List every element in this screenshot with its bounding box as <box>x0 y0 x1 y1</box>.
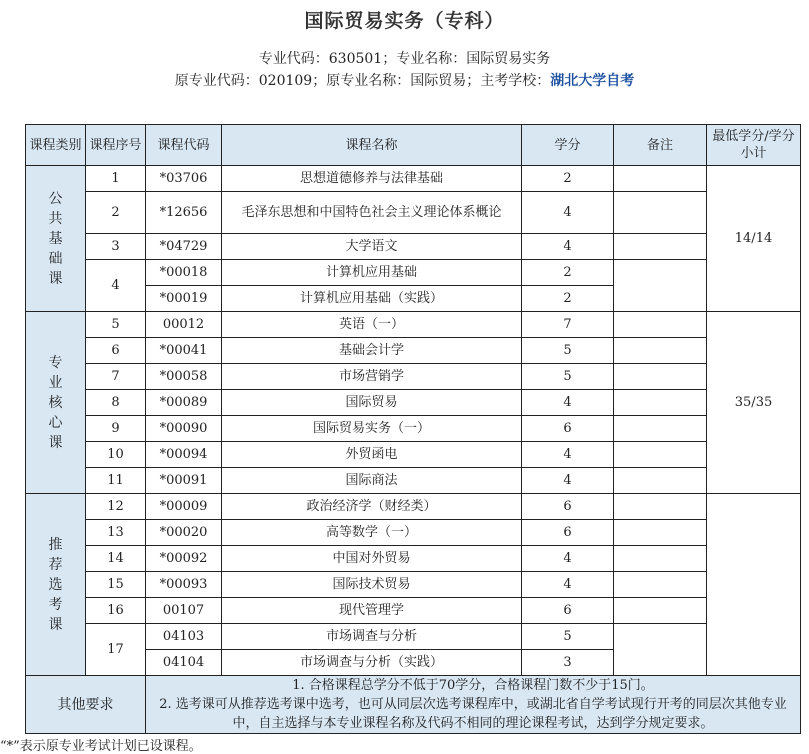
course-name: 国际商法 <box>222 468 522 494</box>
course-note <box>614 260 707 312</box>
course-table <box>25 124 801 734</box>
course-code: *00093 <box>146 572 222 598</box>
course-credit: 4 <box>522 442 614 468</box>
course-name: 计算机应用基础（实践） <box>222 286 522 312</box>
table-row <box>26 338 801 364</box>
table-row <box>26 468 801 494</box>
course-name: 计算机应用基础 <box>222 260 522 286</box>
course-note <box>614 494 707 520</box>
course-credit: 4 <box>522 468 614 494</box>
course-seq: 15 <box>86 572 146 598</box>
course-seq: 10 <box>86 442 146 468</box>
requirement-line-1: 1. 合格课程总学分不低于70学分，合格课程门数不少于15门。 <box>292 678 654 693</box>
category-core: 专业核心课 <box>26 312 86 494</box>
table-row <box>26 494 801 520</box>
table-row <box>26 166 801 192</box>
course-note <box>614 364 707 390</box>
table-row <box>26 546 801 572</box>
course-credit: 4 <box>522 546 614 572</box>
course-seq: 14 <box>86 546 146 572</box>
course-seq: 12 <box>86 494 146 520</box>
header-name: 课程名称 <box>222 125 522 166</box>
table-row <box>26 598 801 624</box>
course-credit: 4 <box>522 192 614 234</box>
course-note <box>614 546 707 572</box>
course-credit: 2 <box>522 166 614 192</box>
course-credit: 4 <box>522 572 614 598</box>
course-credit: 6 <box>522 598 614 624</box>
course-credit: 2 <box>522 286 614 312</box>
course-code: 00107 <box>146 598 222 624</box>
course-seq: 8 <box>86 390 146 416</box>
course-note <box>614 598 707 624</box>
course-code: *00018 <box>146 260 222 286</box>
course-note <box>614 468 707 494</box>
course-seq: 3 <box>86 234 146 260</box>
course-code: *03706 <box>146 166 222 192</box>
table-row <box>26 624 801 650</box>
course-seq: 1 <box>86 166 146 192</box>
course-note <box>614 192 707 234</box>
course-note <box>614 166 707 192</box>
course-name: 政治经济学（财经类） <box>222 494 522 520</box>
course-name: 外贸函电 <box>222 442 522 468</box>
subtotal-elective <box>707 494 801 676</box>
table-row <box>26 234 801 260</box>
course-name: 大学语文 <box>222 234 522 260</box>
course-code: 00012 <box>146 312 222 338</box>
course-seq: 4 <box>86 260 146 312</box>
other-requirements-label: 其他要求 <box>26 676 146 734</box>
course-code: *12656 <box>146 192 222 234</box>
table-row <box>26 416 801 442</box>
subtotal-core: 35/35 <box>707 312 801 494</box>
course-code: *00058 <box>146 364 222 390</box>
course-name: 国际技术贸易 <box>222 572 522 598</box>
course-code: *00009 <box>146 494 222 520</box>
course-credit: 4 <box>522 234 614 260</box>
header-category: 课程类别 <box>26 125 86 166</box>
course-credit: 5 <box>522 338 614 364</box>
course-name: 现代管理学 <box>222 598 522 624</box>
school-link[interactable]: 湖北大学自考 <box>550 73 635 89</box>
course-code: *00019 <box>146 286 222 312</box>
original-major-info-text: 原专业代码：020109；原专业名称：国际贸易；主考学校： <box>174 73 551 89</box>
page-title: 国际贸易实务（专科） <box>304 10 505 32</box>
subtotal-public: 14/14 <box>707 166 801 312</box>
course-name: 思想道德修养与法律基础 <box>222 166 522 192</box>
header-note: 备注 <box>614 125 707 166</box>
course-code: *00041 <box>146 338 222 364</box>
course-name: 高等数学（一） <box>222 520 522 546</box>
table-row <box>26 390 801 416</box>
course-code: *00092 <box>146 546 222 572</box>
course-seq: 9 <box>86 416 146 442</box>
course-name: 国际贸易实务（一） <box>222 416 522 442</box>
course-note <box>614 442 707 468</box>
course-note <box>614 416 707 442</box>
course-seq: 7 <box>86 364 146 390</box>
course-credit: 5 <box>522 364 614 390</box>
header-credit: 学分 <box>522 125 614 166</box>
requirement-line-2: 2. 选考课可从推荐选考课中选考，也可从同层次选考课程库中，或湖北省自学考试现行开考的同层次其他专业中，自主选择与本专业课程名称及代码不相同的理论课程考试，达到学分规定要求。 <box>159 697 787 731</box>
course-seq: 2 <box>86 192 146 234</box>
course-seq: 5 <box>86 312 146 338</box>
course-code: *00020 <box>146 520 222 546</box>
course-credit: 6 <box>522 416 614 442</box>
table-row <box>26 192 801 234</box>
course-code: *04729 <box>146 234 222 260</box>
category-elective: 推荐选考课 <box>26 494 86 676</box>
course-note <box>614 234 707 260</box>
course-name: 基础会计学 <box>222 338 522 364</box>
table-header-row <box>26 125 801 166</box>
table-row <box>26 442 801 468</box>
table-row <box>26 312 801 338</box>
course-note <box>614 312 707 338</box>
other-requirements-row <box>26 676 801 734</box>
other-requirements-text <box>146 676 801 734</box>
course-code: *00094 <box>146 442 222 468</box>
course-note <box>614 624 707 676</box>
course-name: 英语（一） <box>222 312 522 338</box>
course-note <box>614 338 707 364</box>
course-code: 04103 <box>146 624 222 650</box>
course-seq: 17 <box>86 624 146 676</box>
course-note <box>614 390 707 416</box>
course-credit: 4 <box>522 390 614 416</box>
course-credit: 6 <box>522 494 614 520</box>
course-credit: 6 <box>522 520 614 546</box>
table-row <box>26 572 801 598</box>
course-name: 国际贸易 <box>222 390 522 416</box>
course-credit: 7 <box>522 312 614 338</box>
course-credit: 5 <box>522 624 614 650</box>
course-seq: 11 <box>86 468 146 494</box>
table-row <box>26 260 801 286</box>
major-info-line: 专业代码：630501；专业名称：国际贸易实务 <box>258 51 551 67</box>
header-min-credit: 最低学分/学分小计 <box>707 125 801 166</box>
course-code: 04104 <box>146 650 222 676</box>
course-seq: 13 <box>86 520 146 546</box>
course-credit: 3 <box>522 650 614 676</box>
course-code: *00089 <box>146 390 222 416</box>
course-credit: 2 <box>522 260 614 286</box>
original-major-info-line <box>0 70 809 90</box>
course-name: 市场调查与分析 <box>222 624 522 650</box>
header-code: 课程代码 <box>146 125 222 166</box>
course-name: 中国对外贸易 <box>222 546 522 572</box>
header-seq: 课程序号 <box>86 125 146 166</box>
course-name: 市场营销学 <box>222 364 522 390</box>
course-code: *00090 <box>146 416 222 442</box>
table-row <box>26 520 801 546</box>
footnote: “*”表示原专业考试计划已设课程。 <box>0 739 202 754</box>
course-name: 市场调查与分析（实践） <box>222 650 522 676</box>
table-row <box>26 364 801 390</box>
course-seq: 6 <box>86 338 146 364</box>
course-code: *00091 <box>146 468 222 494</box>
course-name: 毛泽东思想和中国特色社会主义理论体系概论 <box>222 192 522 234</box>
course-seq: 16 <box>86 598 146 624</box>
category-public: 公共基础课 <box>26 166 86 312</box>
course-note <box>614 572 707 598</box>
course-note <box>614 520 707 546</box>
